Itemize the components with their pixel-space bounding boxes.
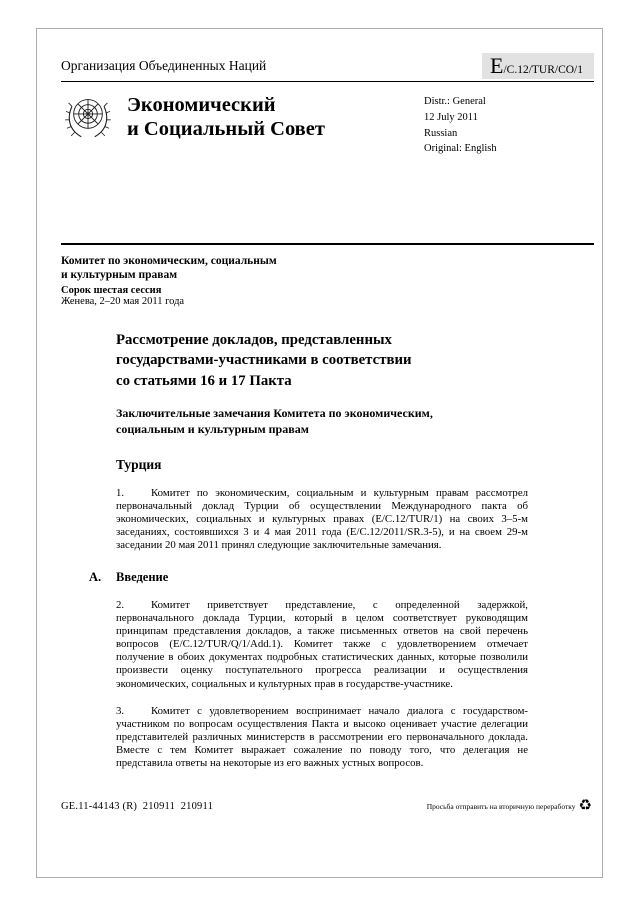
masthead (61, 91, 594, 157)
distr-original: Original: English (424, 143, 497, 155)
session-label: Сорок шестая сессия (61, 284, 162, 296)
section-heading-a (89, 570, 602, 585)
recycle-block (427, 799, 592, 814)
venue-date: Женева, 2–20 мая 2011 года (61, 295, 185, 307)
doc-symbol-rest: /C.12/TUR/CO/1 (503, 64, 584, 76)
country-heading: Турция (116, 456, 162, 472)
committee-name-line1: Комитет по экономическим, социальным (61, 255, 277, 268)
distr-line: Distr.: General (424, 96, 486, 108)
document-subtitle-line1: Заключительные замечания Комитета по экономическим, (116, 406, 433, 421)
doc-number: GE.11-44143 (R) 210911 210911 (61, 801, 214, 812)
document-title-line1: Рассмотрение докладов, представленных (116, 331, 392, 348)
un-emblem-icon (61, 91, 115, 147)
council-title-line1: Экономический (127, 94, 276, 117)
page-footer (61, 799, 592, 814)
recycle-note: Просьба отправить на вторичную переработку (426, 802, 576, 811)
header-divider (61, 81, 594, 82)
committee-block (61, 254, 578, 307)
paragraph-number: 1. (116, 486, 125, 499)
document-subtitle-line2: социальным и культурным правам (116, 421, 309, 436)
section-label: A. (89, 569, 102, 584)
committee-name-line2: и культурным правам (61, 269, 178, 282)
org-name: Организация Объединенных Наций (61, 58, 267, 74)
paragraph-1 (116, 487, 528, 553)
recycle-icon: ♻ (578, 798, 592, 814)
document-title (116, 330, 528, 391)
paragraph-number: 3. (116, 704, 125, 717)
doc-symbol (482, 53, 594, 79)
paragraph-text: Комитет приветствует представление, с определенной задержкой, первоначального доклада Турции, который в целом соответствует руководящим принципам представления докладов, а также письменных ответов на свой перечень вопросов (E/C.12/TUR/Q/1/Add.1). Комитет также с удовлетворением отмечает получение в обоих документах подробных статистических данных, которые позволили произвести оценку поступательного прогресса реализации и осуществления экономических, социальных и культурных прав в государстве-участнике. (116, 598, 528, 690)
document-page (36, 28, 603, 878)
distr-language: Russian (424, 127, 458, 139)
document-subtitle (116, 406, 528, 438)
document-title-line2: государствами-участниками в соответствии (116, 352, 412, 369)
paragraph-text: Комитет с удовлетворением воспринимает начало диалога с государством-участником по вопросам осуществления Пакта и высоко оценивает участие делегации представителей различных министерств в рассмотрении его первоначального доклада. Вместе с тем Комитет выражает сожаление по поводу того, что делегация не представила ответы на некоторые из его важных устных вопросов. (116, 704, 528, 770)
paragraph-text: Комитет по экономическим, социальным и культурным правам рассмотрел первоначальный доклад Турции об осуществлении Международного пакта об экономических, социальных и культурных правах (E/C.12/TUR/1) на своих 3–5-м заседаниях, состоявшихся 3 и 4 мая 2011 года (E/C.12/2011/SR.3-5), и на своем 29-м заседании 20 мая 2011 принял следующие заключительные замечания. (116, 486, 528, 552)
paragraph-number: 2. (116, 598, 125, 611)
section-title: Введение (116, 569, 169, 584)
document-header (61, 53, 594, 79)
section-divider (61, 243, 594, 245)
distribution-info (424, 91, 594, 157)
council-title-line2: и Социальный Совет (127, 118, 325, 141)
document-title-line3: со статьями 16 и 17 Пакта (116, 372, 292, 389)
paragraph-2 (116, 599, 528, 691)
council-title (127, 91, 325, 157)
distr-date: 12 July 2011 (424, 111, 478, 123)
doc-symbol-large-letter: E (490, 53, 504, 78)
paragraph-3 (116, 705, 528, 771)
